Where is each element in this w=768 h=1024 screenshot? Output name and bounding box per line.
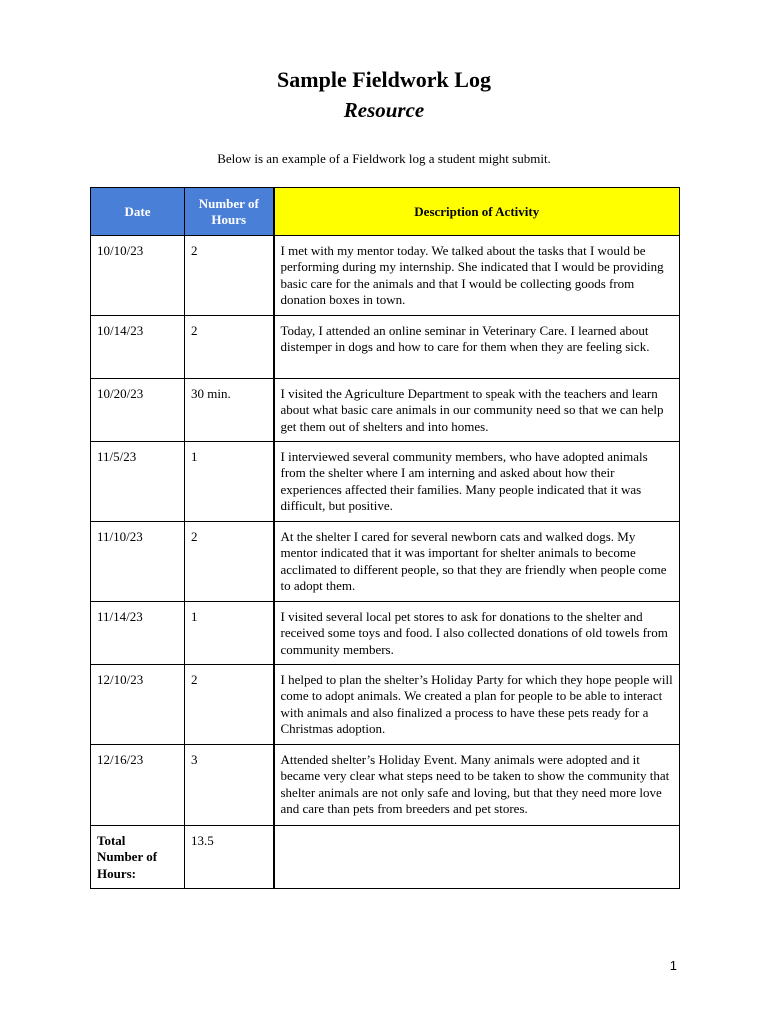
table-header-row [91, 188, 680, 236]
row-description: I met with my mentor today. We talked about the tasks that I would be performing during my internship. She indicated that I would be providing basic care for the animals and that I would be collecting goods from donation boxes in town. [274, 236, 680, 316]
table-row [91, 379, 680, 442]
row-hours: 3 [185, 745, 274, 826]
row-date: 10/20/23 [91, 379, 185, 442]
table-row [91, 522, 680, 602]
header-date: Date [91, 188, 185, 236]
row-description: At the shelter I cared for several newborn cats and walked dogs. My mentor indicated that it was important for shelter animals to become acclimated to different people, so that they are friendly when people come to adopt them. [274, 522, 680, 602]
header-hours: Number of Hours [185, 188, 274, 236]
row-date: 11/10/23 [91, 522, 185, 602]
row-hours: 2 [185, 665, 274, 745]
total-description [274, 826, 680, 889]
row-hours: 1 [185, 602, 274, 665]
fieldwork-log-table [90, 187, 680, 889]
page-title: Sample Fieldwork Log [277, 67, 491, 92]
row-hours: 1 [185, 442, 274, 522]
row-description: I visited several local pet stores to ask for donations to the shelter and received some toys and food. I also collected donations of old towels from community members. [274, 602, 680, 665]
table-row [91, 316, 680, 379]
row-description: I helped to plan the shelter’s Holiday Party for which they hope people will come to adopt animals. We created a plan for people to be able to interact with animals and also finalized a process to have these pets ready for a Christmas adoption. [274, 665, 680, 745]
row-hours: 2 [185, 236, 274, 316]
table-row [91, 745, 680, 826]
header-description: Description of Activity [274, 188, 680, 236]
row-hours: 30 min. [185, 379, 274, 442]
row-date: 10/14/23 [91, 316, 185, 379]
total-label: Total Number of Hours: [91, 826, 185, 889]
row-hours: 2 [185, 522, 274, 602]
total-hours: 13.5 [185, 826, 274, 889]
row-description: I visited the Agriculture Department to speak with the teachers and learn about what basic care animals in our community need so that we can help get them out of shelters and into homes. [274, 379, 680, 442]
total-row [91, 826, 680, 889]
table-row [91, 236, 680, 316]
table-row [91, 602, 680, 665]
table-row [91, 442, 680, 522]
row-date: 12/10/23 [91, 665, 185, 745]
row-description: I interviewed several community members, who have adopted animals from the shelter where I am interning and asked about how their experiences affected their families. Many people indicated that it was difficult, but positive. [274, 442, 680, 522]
table-row [91, 665, 680, 745]
intro-text: Below is an example of a Fieldwork log a student might submit. [217, 151, 551, 166]
page-number: 1 [669, 958, 677, 973]
row-date: 11/5/23 [91, 442, 185, 522]
row-date: 10/10/23 [91, 236, 185, 316]
row-description: Attended shelter’s Holiday Event. Many animals were adopted and it became very clear what steps need to be taken to show the community that shelter animals are not only safe and loving, but that they need more love and care than pets from breeders and pet stores. [274, 745, 680, 826]
row-date: 12/16/23 [91, 745, 185, 826]
row-hours: 2 [185, 316, 274, 379]
page-subtitle: Resource [343, 98, 425, 122]
row-date: 11/14/23 [91, 602, 185, 665]
row-description: Today, I attended an online seminar in Veterinary Care. I learned about distemper in dogs and how to care for them when they are feeling sick. [274, 316, 680, 379]
